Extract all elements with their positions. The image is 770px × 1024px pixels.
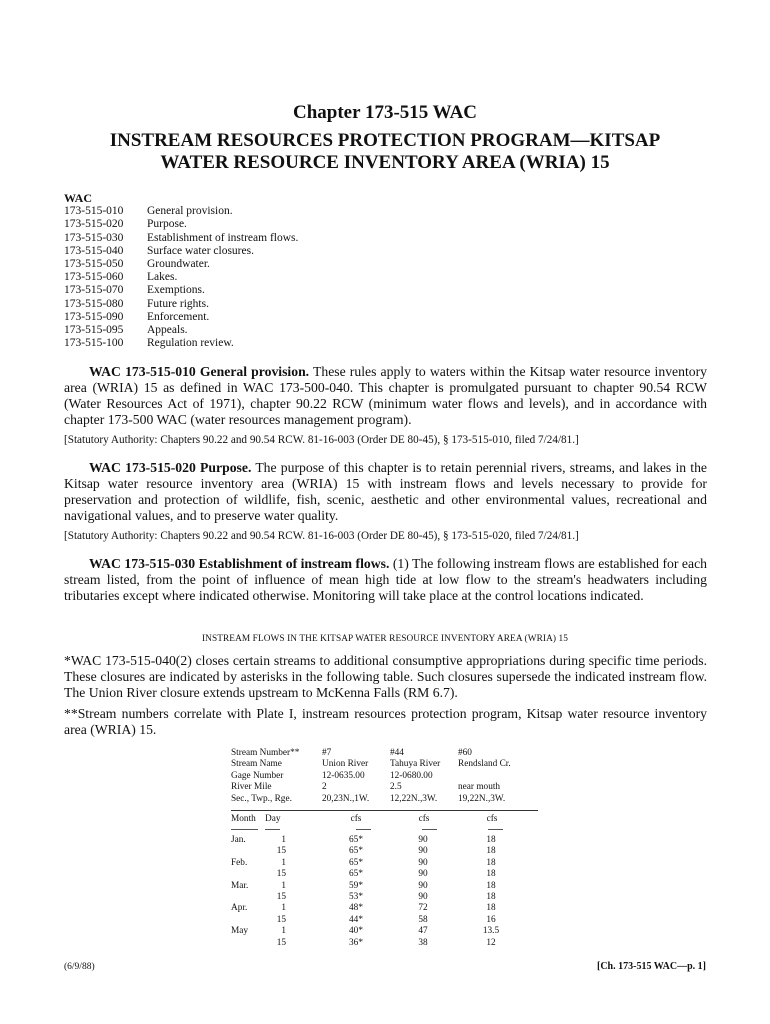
cell <box>322 881 390 892</box>
cell-value-union-river: 65* <box>349 857 363 868</box>
toc-item-number: 173-515-040 <box>64 244 124 257</box>
cell-value-union-river: 36* <box>349 937 363 948</box>
toc-item-title: Surface water closures. <box>147 244 254 257</box>
cell-value-tahuya-river: 38 <box>418 937 428 948</box>
table-row <box>231 869 526 880</box>
toc-item <box>64 271 298 284</box>
cell-value-tahuya-river: 90 <box>418 857 428 868</box>
toc-item <box>64 205 298 218</box>
spacer <box>286 869 322 880</box>
chapter-title: Chapter 173-515 WAC <box>292 102 478 123</box>
cell-value-union-river: 40* <box>349 926 363 937</box>
cell-day: 1 <box>281 903 286 914</box>
section-020-citation: [Statutory Authority: Chapters 90.22 and 90.54 RCW. 81-16-003 (Order DE 80-45), § 173-515-020, filed 7/24/81.] <box>64 530 579 542</box>
toc-item-number: 173-515-100 <box>64 337 124 350</box>
toc-item-number: 173-515-080 <box>64 297 124 310</box>
toc-item-title: Purpose. <box>147 218 187 231</box>
section-030-body: (1) The following instream flows are established for each stream listed, from the point of influence of mean high tide at low flow to the stream's headwaters including tributaries except where indicated otherwise. Monitoring will take place at the control locations indicated. <box>64 556 708 604</box>
cell <box>322 926 390 937</box>
main-title-line-1: INSTREAM RESOURCES PROTECTION PROGRAM—KITSAP <box>109 130 661 151</box>
toc-item <box>64 284 298 297</box>
cell: 2.5 <box>390 782 402 793</box>
underline <box>356 829 371 830</box>
cell <box>322 858 390 869</box>
flow-table-data <box>231 835 526 949</box>
cell-day: 1 <box>281 835 286 845</box>
toc-item-title: Establishment of instream flows. <box>147 231 299 244</box>
cell-value-rendsland-cr: 18 <box>486 846 496 857</box>
cell: 12-0680.00 <box>390 770 433 781</box>
cell: #7 <box>322 748 332 758</box>
cell-value-rendsland-cr: 18 <box>486 903 496 914</box>
underline <box>422 829 437 830</box>
table-row <box>231 835 526 846</box>
cell <box>458 858 526 869</box>
cell <box>322 915 390 926</box>
cell-month <box>231 869 265 880</box>
toc-item <box>64 218 298 231</box>
toc-item-number: 173-515-090 <box>64 310 124 323</box>
column-header-month: Month <box>231 814 256 824</box>
table-caption: INSTREAM FLOWS IN THE KITSAP WATER RESOURCE INVENTORY AREA (WRIA) 15 <box>201 634 569 644</box>
row-label: Sec., Twp., Rge. <box>231 793 292 804</box>
cell <box>390 892 458 903</box>
cell-month <box>231 938 265 949</box>
section-030-heading: WAC 173-515-030 Establishment of instream flows. <box>89 556 390 571</box>
table-row <box>231 938 526 949</box>
spacer <box>286 892 322 903</box>
cell-month: May <box>231 926 249 937</box>
cell-day: 1 <box>281 926 286 937</box>
table-row <box>231 926 526 937</box>
toc-item-title: Appeals. <box>147 324 188 337</box>
table-of-contents <box>64 192 298 350</box>
toc-item <box>64 258 298 271</box>
note-closures: *WAC 173-515-040(2) closes certain streams to additional consumptive appropriations during specific time periods. These closures are indicated by asterisks in the following table. Such closures supersede the indicated instream flow. The Union River closure extends upstream to McKenna Falls (RM 6.7). <box>64 653 707 701</box>
row-label: River Mile <box>231 782 272 793</box>
section-020-paragraph <box>64 460 707 524</box>
toc-item-title: Future rights. <box>147 297 209 310</box>
footer-page-reference: [Ch. 173-515 WAC—p. 1] <box>597 961 706 972</box>
cell <box>390 903 458 914</box>
cell-month: Apr. <box>231 903 248 914</box>
cell: 20,23N.,1W. <box>322 793 370 804</box>
row-label: Gage Number <box>231 770 284 781</box>
cell-value-rendsland-cr: 18 <box>486 880 496 891</box>
section-010-citation: [Statutory Authority: Chapters 90.22 and 90.54 RCW. 81-16-003 (Order DE 80-45), § 173-515-010, filed 7/24/81.] <box>64 434 579 446</box>
section-010-heading: WAC 173-515-010 General provision. <box>89 364 310 379</box>
spacer <box>286 881 322 892</box>
table-row <box>231 782 538 793</box>
cell <box>322 846 390 857</box>
cell-month <box>231 846 265 857</box>
underline <box>231 829 258 830</box>
data-column-headers <box>231 814 526 824</box>
cell-value-union-river: 65* <box>349 869 363 880</box>
cell <box>390 915 458 926</box>
table-row <box>231 892 526 903</box>
cell <box>458 915 526 926</box>
cell-value-union-river: 65* <box>349 846 363 857</box>
cell-day: 1 <box>281 880 286 891</box>
cell-day: 1 <box>281 857 286 868</box>
toc-item <box>64 245 298 258</box>
column-header-unit: cfs <box>486 814 498 824</box>
table-row <box>231 903 526 914</box>
row-label: Stream Name <box>231 759 282 770</box>
table-row <box>231 915 526 926</box>
toc-item-title: Exemptions. <box>147 284 205 297</box>
toc-item-title: Enforcement. <box>147 310 210 323</box>
table-row <box>231 771 538 782</box>
spacer <box>286 846 322 857</box>
toc-heading: WAC <box>64 191 93 205</box>
cell-day: 15 <box>276 846 286 857</box>
cell <box>390 858 458 869</box>
cell-day: 15 <box>276 937 286 948</box>
spacer <box>286 835 322 846</box>
spacer <box>286 938 322 949</box>
cell-day: 15 <box>276 891 286 902</box>
cell-value-rendsland-cr: 18 <box>486 835 496 845</box>
cell-value-rendsland-cr: 13.5 <box>482 926 500 937</box>
cell-value-tahuya-river: 90 <box>418 869 428 880</box>
cell-value-union-river: 44* <box>349 914 363 925</box>
section-020-heading: WAC 173-515-020 Purpose. <box>89 460 252 475</box>
table-row <box>231 794 538 805</box>
cell <box>390 846 458 857</box>
underline <box>265 829 280 830</box>
cell <box>458 771 538 782</box>
cell <box>390 938 458 949</box>
cell <box>458 892 526 903</box>
cell <box>390 835 458 846</box>
cell <box>458 881 526 892</box>
toc-item-number: 173-515-060 <box>64 271 124 284</box>
cell <box>458 835 526 846</box>
table-row <box>231 846 526 857</box>
toc-item-number: 173-515-050 <box>64 258 124 271</box>
spacer <box>286 915 322 926</box>
toc-item-number: 173-515-070 <box>64 284 124 297</box>
cell-value-rendsland-cr: 16 <box>486 914 496 925</box>
toc-item-number: 173-515-030 <box>64 231 124 244</box>
cell-month: Jan. <box>231 835 246 845</box>
main-title-line-2: WATER RESOURCE INVENTORY AREA (WRIA) 15 <box>160 152 610 173</box>
main-title <box>0 130 770 174</box>
cell-value-tahuya-river: 72 <box>418 903 428 914</box>
column-header-unit: cfs <box>350 814 362 824</box>
cell-value-rendsland-cr: 12 <box>486 937 496 948</box>
cell: 12,22N.,3W. <box>390 793 438 804</box>
cell-value-tahuya-river: 90 <box>418 835 428 845</box>
toc-item-number: 173-515-095 <box>64 324 124 337</box>
flow-table-header <box>231 748 538 805</box>
cell-value-union-river: 48* <box>349 903 363 914</box>
cell-value-tahuya-river: 90 <box>418 846 428 857</box>
table-divider <box>231 810 538 811</box>
cell-month: Feb. <box>231 857 248 868</box>
note-stream-numbers: **Stream numbers correlate with Plate I, instream resources protection program, Kitsap water resource inventory area (WRIA) 15. <box>64 706 707 738</box>
cell-value-rendsland-cr: 18 <box>486 869 496 880</box>
cell: Union River <box>322 759 369 770</box>
cell: 19,22N.,3W. <box>458 793 506 804</box>
cell: Rendsland Cr. <box>458 759 511 770</box>
cell-day: 15 <box>276 869 286 880</box>
cell-value-tahuya-river: 90 <box>418 891 428 902</box>
table-row <box>231 748 538 759</box>
cell <box>322 903 390 914</box>
cell-day: 15 <box>276 914 286 925</box>
spacer <box>286 926 322 937</box>
row-label: Stream Number** <box>231 748 300 758</box>
toc-item <box>64 337 298 350</box>
cell <box>458 926 526 937</box>
cell <box>458 846 526 857</box>
cell-value-tahuya-river: 90 <box>418 880 428 891</box>
cell <box>390 881 458 892</box>
header-underlines <box>231 829 503 830</box>
cell <box>322 869 390 880</box>
toc-item <box>64 232 298 245</box>
cell <box>458 903 526 914</box>
cell-value-tahuya-river: 47 <box>418 926 428 937</box>
cell-month: Mar. <box>231 880 249 891</box>
toc-item-number: 173-515-010 <box>64 205 124 218</box>
cell-value-tahuya-river: 58 <box>418 914 428 925</box>
cell-value-union-river: 59* <box>349 880 363 891</box>
cell <box>458 938 526 949</box>
toc-item-title: Regulation review. <box>147 337 234 350</box>
column-header-day: Day <box>265 814 281 824</box>
section-030-paragraph <box>64 556 707 604</box>
cell-value-rendsland-cr: 18 <box>486 891 496 902</box>
underline <box>488 829 503 830</box>
toc-item <box>64 311 298 324</box>
cell: near mouth <box>458 782 501 793</box>
cell <box>322 892 390 903</box>
section-010-body: These rules apply to waters within the Kitsap water resource inventory area (WRIA) 15 as defined in WAC 173-500-040. This chapter is promulgated pursuant to chapter 90.54 RCW (Water Resources Act of 1971), chapter 90.22 RCW (minimum water flows and levels), and in accordance with chapter 173-500 WAC (water resources management program). <box>64 364 707 428</box>
section-020-body: The purpose of this chapter is to retain perennial rivers, streams, and lakes in the Kitsap water resource inventory area (WRIA) 15 with instream flows and levels necessary to provide for preservation and protection of wildlife, fish, scenic, aesthetic and other environmental values, recreational and navigational values, and to preserve water quality. <box>64 460 708 524</box>
table-row <box>231 881 526 892</box>
toc-item-title: Lakes. <box>147 271 178 284</box>
table-row <box>231 759 538 770</box>
cell <box>458 869 526 880</box>
toc-item-title: General provision. <box>147 205 233 218</box>
cell-month <box>231 915 265 926</box>
toc-item-title: Groundwater. <box>147 258 210 271</box>
cell-value-union-river: 65* <box>349 835 363 845</box>
cell <box>322 938 390 949</box>
cell-month <box>231 892 265 903</box>
spacer <box>286 858 322 869</box>
section-010-paragraph <box>64 364 707 428</box>
cell <box>390 869 458 880</box>
cell: #44 <box>390 748 404 758</box>
cell: 12-0635.00 <box>322 770 365 781</box>
cell-value-rendsland-cr: 18 <box>486 857 496 868</box>
toc-item <box>64 298 298 311</box>
spacer <box>286 903 322 914</box>
cell: Tahuya River <box>390 759 441 770</box>
toc-item-number: 173-515-020 <box>64 218 124 231</box>
cell: 2 <box>322 782 327 793</box>
cell: #60 <box>458 748 472 758</box>
cell <box>322 835 390 846</box>
cell <box>390 926 458 937</box>
toc-item <box>64 324 298 337</box>
footer-date: (6/9/88) <box>64 962 95 972</box>
cell-value-union-river: 53* <box>349 891 363 902</box>
table-row <box>231 858 526 869</box>
column-header-unit: cfs <box>418 814 430 824</box>
